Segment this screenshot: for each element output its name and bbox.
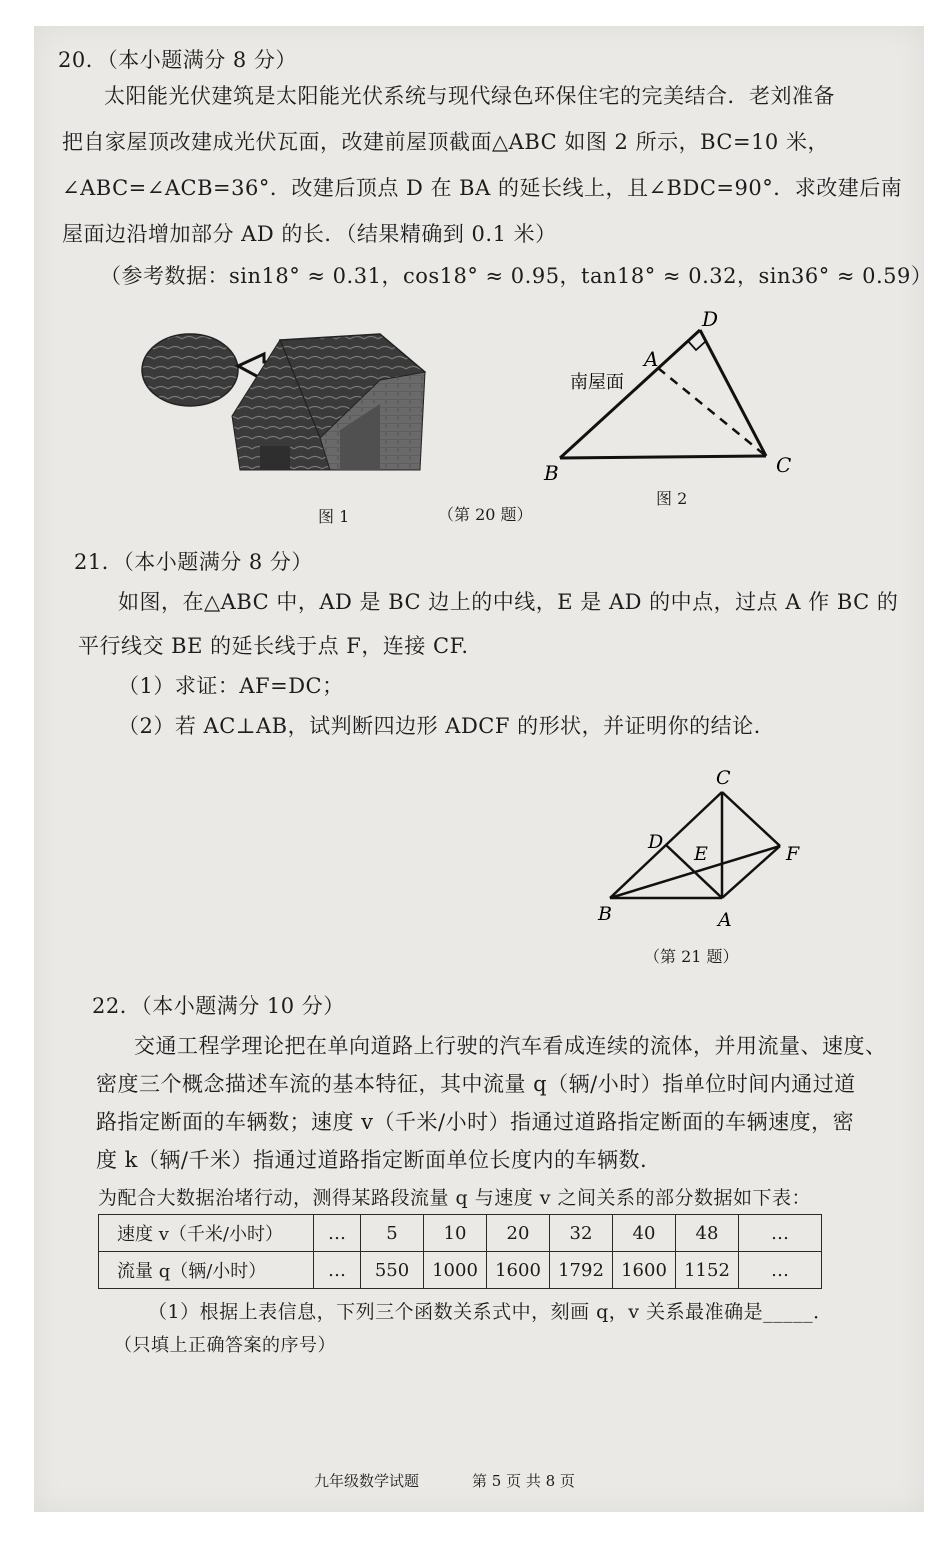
table-cell: 48 [676,1215,739,1252]
q22-text-line-5: 为配合大数据治堵行动，测得某路段流量 q 与速度 v 之间关系的部分数据如下表： [98,1187,812,1209]
point-label-c: C [776,453,792,477]
q21-text-line-1: 如图，在△ABC 中，AD 是 BC 边上的中线，E 是 AD 的中点，过点 A 作 BC 的 [118,590,899,614]
point-label-b: B [544,461,559,485]
footer-page-number: 第 5 页 共 8 页 [472,1472,575,1490]
q20-figure-1-house [140,320,430,480]
q20-figure-2-caption: 图 2 [656,489,688,508]
table-cell-ellipsis: … [739,1215,822,1252]
table-row-flow [99,1252,822,1289]
table-cell: 1600 [613,1252,676,1289]
roof-label: 南屋面 [570,372,624,393]
q22-header: 22．（本小题满分 10 分） [92,994,345,1018]
q20-figure-1-caption: 图 1 [318,507,350,526]
table-row-speed [99,1215,822,1252]
q22-part-1: （1）根据上表信息，下列三个函数关系式中，刻画 q，v 关系最准确是_____． [148,1301,833,1323]
table-cell-ellipsis: … [314,1252,361,1289]
table-cell: 5 [361,1215,424,1252]
table-cell: 10 [424,1215,487,1252]
point-label-e: E [694,843,708,865]
table-cell-ellipsis: … [314,1215,361,1252]
q21-figure [590,760,820,940]
table-cell: 20 [487,1215,550,1252]
point-label-d: D [648,831,664,853]
table-cell: 550 [361,1252,424,1289]
q21-header: 21．（本小题满分 8 分） [74,550,313,574]
q20-text-line-3: ∠ABC=∠ACB=36°．改建后顶点 D 在 BA 的延长线上，且∠BDC=90°．求改建后南 [62,176,903,200]
q21-part-1: （1）求证：AF=DC； [118,674,344,698]
point-label-a: A [644,347,659,371]
point-label-c: C [716,767,731,789]
table-cell: 1792 [550,1252,613,1289]
q22-text-line-4: 度 k（辆/千米）指通过道路指定断面单位长度内的车辆数. [96,1148,648,1172]
table-cell: 1600 [487,1252,550,1289]
q20-problem-caption: （第 20 题） [438,505,533,524]
table-cell-ellipsis: … [739,1252,822,1289]
footer-subject: 九年级数学试题 [314,1472,420,1490]
q21-text-line-2: 平行线交 BE 的延长线于点 F，连接 CF. [78,634,469,658]
table-cell: 1152 [676,1252,739,1289]
q20-text-line-1: 太阳能光伏建筑是太阳能光伏系统与现代绿色环保住宅的完美结合．老刘准备 [104,84,835,108]
q20-text-line-2: 把自家屋顶改建成光伏瓦面，改建前屋顶截面△ABC 如图 2 所示，BC=10 米， [62,130,829,154]
point-label-d: D [702,307,719,331]
table-header-flow: 流量 q（辆/小时） [99,1252,314,1289]
q22-text-line-2: 密度三个概念描述车流的基本特征，其中流量 q（辆/小时）指单位时间内通过道 [96,1072,856,1096]
q20-reference-data: （参考数据：sin18° ≈ 0.31，cos18° ≈ 0.95，tan18° ≈ 0.32，sin36° ≈ 0.59） [100,264,933,288]
table-cell: 40 [613,1215,676,1252]
q22-data-table [98,1214,822,1289]
q20-header: 20．（本小题满分 8 分） [58,48,297,72]
table-cell: 32 [550,1215,613,1252]
table-cell: 1000 [424,1252,487,1289]
q22-text-line-1: 交通工程学理论把在单向道路上行驶的汽车看成连续的流体，并用流量、速度、 [134,1034,887,1058]
table-header-speed: 速度 v（千米/小时） [99,1215,314,1252]
q20-text-line-4: 屋面边沿增加部分 AD 的长．（结果精确到 0.1 米） [62,222,557,246]
q20-figure-2-triangle [530,300,800,500]
q21-part-2: （2）若 AC⊥AB，试判断四边形 ADCF 的形状，并证明你的结论. [118,714,761,738]
point-label-f: F [786,843,800,865]
point-label-b: B [598,903,612,925]
q22-text-line-3: 路指定断面的车辆数；速度 v（千米/小时）指通过道路指定断面的车辆速度，密 [96,1110,855,1134]
point-label-a: A [718,909,732,931]
q22-part-1-note: （只填上正确答案的序号） [114,1335,336,1356]
q21-caption: （第 21 题） [644,947,739,966]
